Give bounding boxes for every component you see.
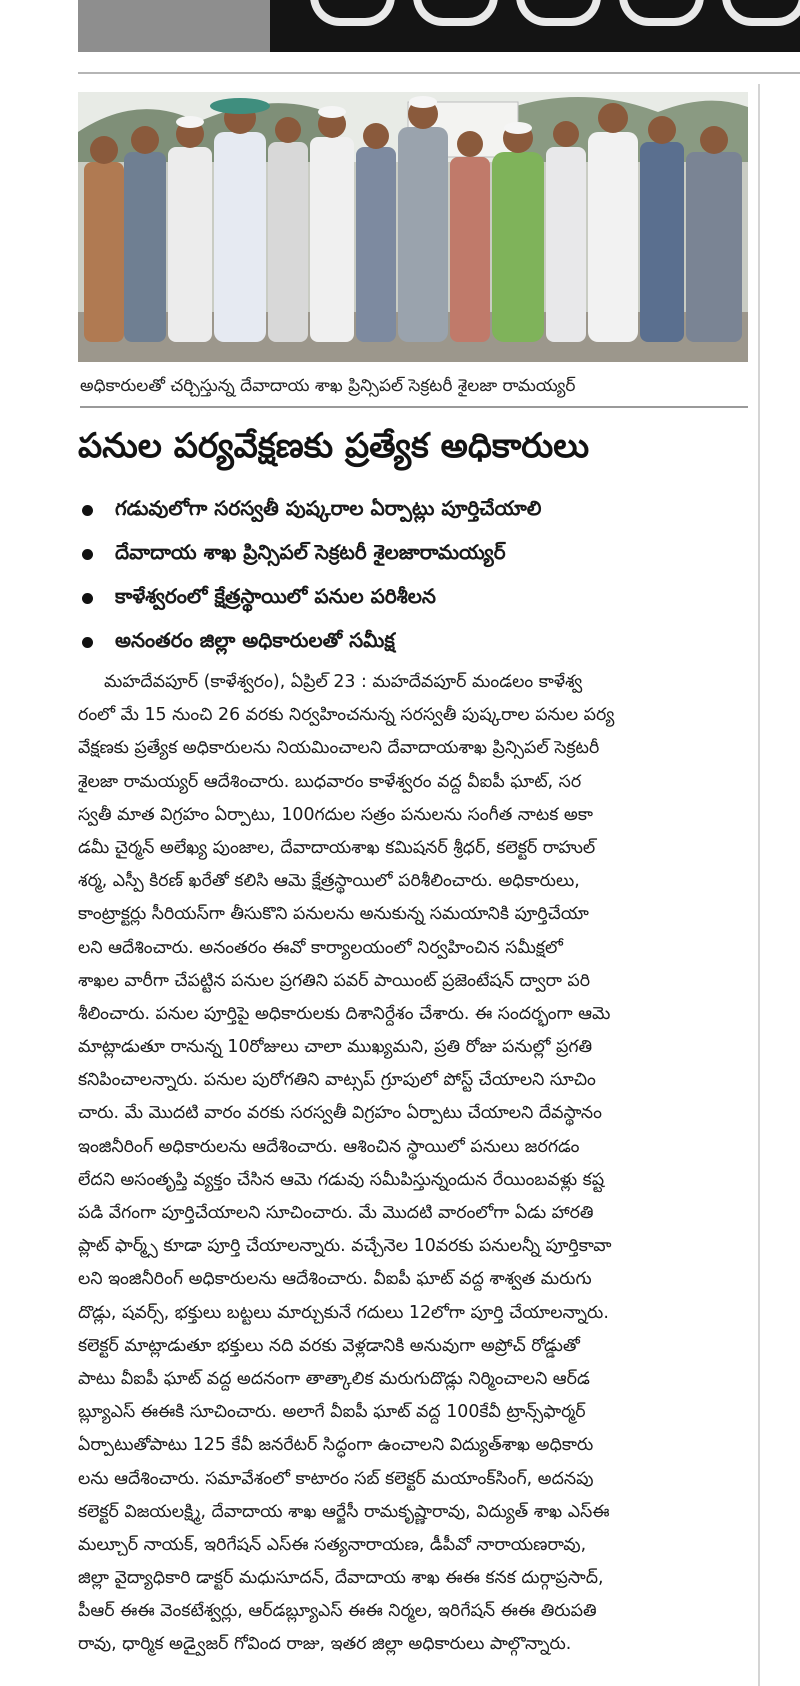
body-line: డమీ చైర్మన్ అలేఖ్య పుంజాల, దేవాదాయశాఖ కమిషనర్ శ్రీధర్, కలెక్టర్ రాహుల్ [78, 837, 596, 858]
highlight-list [78, 488, 758, 664]
body-line: శైలజా రామయ్యర్ ఆదేశించారు. బుధవారం కాళేశ్వరం వద్ద వీఐపీ ఘాట్, సర [78, 771, 582, 792]
body-line: శాఖల వారీగా చేపట్టిన పనుల ప్రగతిని పవర్ పాయింట్ ప్రజెంటేషన్ ద్వారా పరి [78, 970, 591, 991]
masthead-black-block [270, 0, 800, 52]
highlight-item [78, 620, 758, 664]
highlight-item [78, 576, 758, 620]
body-line: మాట్లాడుతూ రానున్న 10రోజులు చాలా ముఖ్యమని, ప్రతి రోజు పనుల్లో ప్రగతి [78, 1037, 593, 1058]
bullet-icon [82, 637, 93, 648]
body-line: మల్చూర్ నాయక్, ఇరిగేషన్ ఎస్‌ఈ సత్యనారాయణ, డీపీవో నారాయణరావు, [78, 1534, 587, 1555]
body-line: శర్మ, ఎస్పీ కిరణ్ ఖరేతో కలిసి ఆమె క్షేత్రస్థాయిలో పరిశీలించారు. అధికారులు, [78, 871, 580, 892]
body-line: లేదని అసంతృప్తి వ్యక్తం చేసిన ఆమె గడువు సమీపిస్తున్నందున రేయింబవళ్లు కష్ట [78, 1169, 605, 1190]
body-line: కలెక్టర్ విజయలక్ష్మి, దేవాదాయ శాఖ ఆర్జేసీ రామకృష్ణారావు, విద్యుత్ శాఖ ఎస్‌ఈ [78, 1501, 610, 1522]
body-line: కనిపించాలన్నారు. పనుల పురోగతిని వాట్సప్ గ్రూపులో పోస్ట్ చేయాలని సూచిం [78, 1070, 596, 1091]
body-line: లని ఆదేశించారు. అనంతరం ఈవో కార్యాలయంలో నిర్వహించిన సమీక్షలో [78, 937, 563, 958]
highlight-text: కాళేశ్వరంలో క్షేత్రస్థాయిలో పనుల పరిశీలన [115, 583, 436, 608]
column-divider [758, 84, 760, 1686]
body-line: పీఆర్ ఈఈ వెంకటేశ్వర్లు, ఆర్‌డబ్ల్యూఎస్ ఈఈ నిర్మల, ఇరిగేషన్ ఈఈ తిరుపతి [78, 1601, 597, 1622]
body-line: ప్లాట్ ఫార్మ్స్ కూడా పూర్తి చేయాలన్నారు. వచ్చేనెల 10వరకు పనులన్నీ పూర్తికావా [78, 1236, 612, 1257]
body-line: కాంట్రాక్టర్లు సీరియస్‌గా తీసుకొని పనులను అనుకున్న సమయానికి పూర్తిచేయా [78, 904, 589, 925]
highlight-text: అనంతరం జిల్లా అధికారులతో సమీక్ష [115, 627, 395, 652]
body-line: లని ఇంజినీరింగ్ అధికారులను ఆదేశించారు. వీఐపీ ఘాట్ వద్ద శాశ్వత మరుగు [78, 1269, 592, 1290]
highlight-text: గడువులోగా సరస్వతీ పుష్కరాల ఏర్పాట్లు పూర్తిచేయాలి [115, 495, 542, 520]
body-line: ఏర్పాటుతోపాటు 125 కేవీ జనరేటర్ సిద్ధంగా ఉంచాలని విద్యుత్‌శాఖ అధికారు [78, 1435, 594, 1456]
bullet-icon [82, 505, 93, 516]
body-line: లను ఆదేశించారు. సమావేశంలో కాటారం సబ్ కలెక్టర్ మయాంక్‌సింగ్, అదనపు [78, 1468, 594, 1489]
body-line: జిల్లా వైద్యాధికారి డాక్టర్ మధుసూదన్, దేవాదాయ శాఖ ఈఈ కనక దుర్గాప్రసాద్, [78, 1568, 604, 1589]
bullet-icon [82, 549, 93, 560]
body-line: బ్ల్యూఎస్ ఈఈకి సూచించారు. అలాగే వీఐపీ ఘాట్ వద్ద 100కేవీ ట్రాన్స్‌ఫార్మర్ [78, 1402, 586, 1423]
body-line: కలెక్టర్ మాట్లాడుతూ భక్తులు నది వరకు వెళ్లడానికి అనువుగా అప్రోచ్ రోడ్డుతో [78, 1335, 580, 1356]
highlight-item [78, 532, 758, 576]
body-line: స్వతీ మాత విగ్రహం ఏర్పాటు, 100గదుల సత్రం పనులను సంగీత నాటక అకా [78, 804, 593, 825]
news-photo [78, 92, 748, 362]
masthead-grey-block [78, 0, 270, 52]
photo-icon [78, 92, 748, 362]
highlight-text: దేవాదాయ శాఖ ప్రిన్సిపల్ సెక్రటరీ శైలజారామయ్యర్ [115, 539, 506, 564]
body-line: పాటు వీఐపీ ఘాట్ వద్ద అదనంగా తాత్కాలిక మరుగుదొడ్లు నిర్మించాలని ఆర్‌డ [78, 1368, 590, 1389]
body-line: మహదేవపూర్ (కాళేశ్వరం), ఏప్రిల్ 23 : మహదేవపూర్ మండలం కాళేశ్వ [104, 672, 583, 692]
article-headline: పనుల పర్యవేక్షణకు ప్రత్యేక అధికారులు [78, 426, 590, 466]
body-line: రావు, ధార్మిక అడ్వైజర్ గోవింద రాజు, ఇతర జిల్లా అధికారులు పాల్గొన్నారు. [78, 1634, 572, 1655]
body-line: వేక్షణకు ప్రత్యేక అధికారులను నియమించాలని దేవాదాయశాఖ ప్రిన్సిపల్ సెక్రటరీ [78, 738, 600, 759]
body-line: దొడ్లు, షవర్స్, భక్తులు బట్టలు మార్చుకునే గదులు 12లోగా పూర్తి చేయాలన్నారు. [78, 1302, 609, 1323]
top-divider [78, 72, 800, 74]
bullet-icon [82, 593, 93, 604]
body-line: పడి వేగంగా పూర్తిచేయాలని సూచించారు. మే మొదటి వారంలోగా ఏడు హారతి [78, 1203, 594, 1223]
body-line: ఇంజినీరింగ్ అధికారులను ఆదేశించారు. ఆశించిన స్థాయిలో పనులు జరగడం [78, 1136, 580, 1157]
body-line: రంలో మే 15 నుంచి 26 వరకు నిర్వహించనున్న సరస్వతీ పుష్కరాల పనుల పర్య [78, 705, 615, 726]
highlight-item [78, 488, 758, 532]
body-line: చారు. మే మొదటి వారం వరకు సరస్వతీ విగ్రహం ఏర్పాటు చేయాలని దేవస్థానం [78, 1103, 602, 1124]
photo-caption: అధికారులతో చర్చిస్తున్న దేవాదాయ శాఖ ప్రిన్సిపల్ సెక్రటరీ శైలజా రామయ్యర్ [80, 366, 748, 408]
masthead-lettering-fragment [310, 0, 800, 26]
masthead-banner [78, 0, 800, 52]
article-body [78, 666, 746, 1662]
body-line: శీలించారు. పనుల పూర్తిపై అధికారులకు దిశానిర్దేశం చేశారు. ఈ సందర్భంగా ఆమె [78, 1003, 611, 1024]
